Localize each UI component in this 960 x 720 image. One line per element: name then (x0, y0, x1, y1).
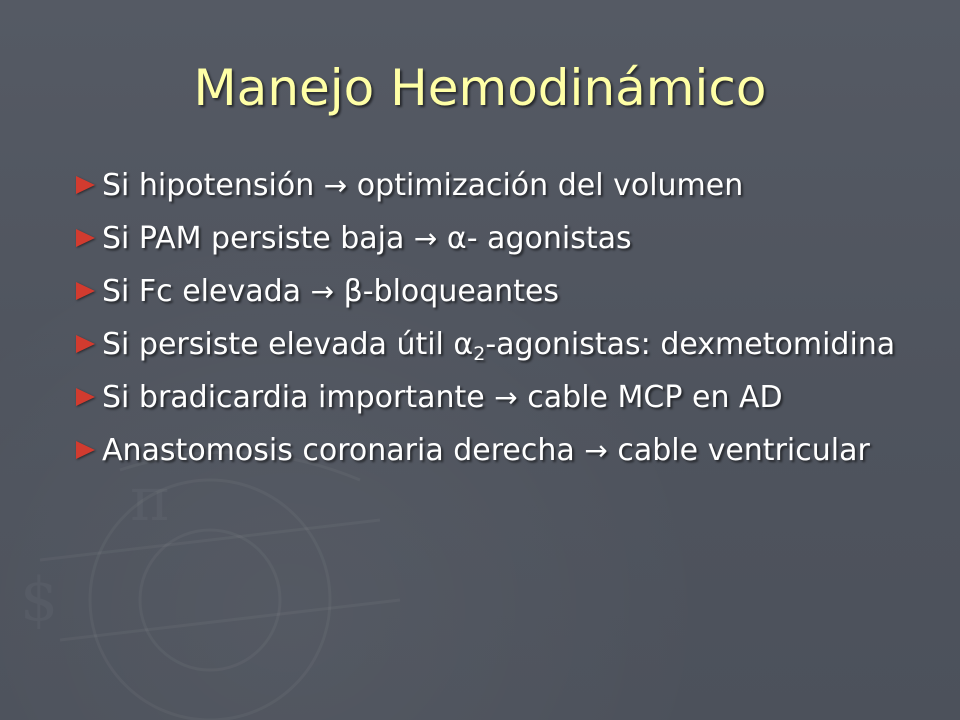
bullet-text: α- agonistas (446, 221, 632, 256)
bullet-text: -agonistas: dexmetomidina (485, 327, 896, 362)
bullet-text: Si PAM persiste baja (102, 221, 405, 256)
right-arrow-icon: → (494, 381, 518, 414)
red-triangle-bullet-icon (76, 441, 95, 459)
red-triangle-bullet-icon (76, 176, 95, 194)
bullet-text: Si hipotensión (102, 168, 315, 203)
right-arrow-icon: → (310, 275, 335, 308)
bullet-text: Si Fc elevada (102, 274, 302, 309)
right-arrow-icon: → (323, 169, 348, 202)
right-arrow-icon: → (584, 434, 608, 467)
bullet-text: optimización del volumen (356, 168, 744, 203)
svg-text:π: π (130, 465, 170, 535)
bullet-text: cable MCP en AD (527, 380, 783, 415)
subscript: 2 (473, 343, 486, 365)
bullet-text: Anastomosis coronaria derecha (102, 433, 575, 468)
bullet-item (76, 327, 918, 363)
bullet-item (76, 433, 918, 469)
red-triangle-bullet-icon (76, 282, 95, 300)
bullet-text: β-bloqueantes (343, 274, 560, 309)
bullet-item (76, 221, 918, 257)
bullet-text: Si persiste elevada útil α (102, 327, 474, 362)
bullet-list (76, 168, 918, 486)
bullet-text: Si bradicardia importante (102, 380, 485, 415)
right-arrow-icon: → (413, 222, 438, 255)
svg-text:$: $ (20, 565, 59, 635)
bullet-item (76, 168, 918, 204)
bullet-item (76, 274, 918, 310)
bullet-item (76, 380, 918, 416)
red-triangle-bullet-icon (76, 388, 95, 406)
slide-title: Manejo Hemodinámico (193, 59, 767, 117)
red-triangle-bullet-icon (76, 335, 95, 353)
red-triangle-bullet-icon (76, 229, 95, 247)
bullet-text: cable ventricular (617, 433, 870, 468)
